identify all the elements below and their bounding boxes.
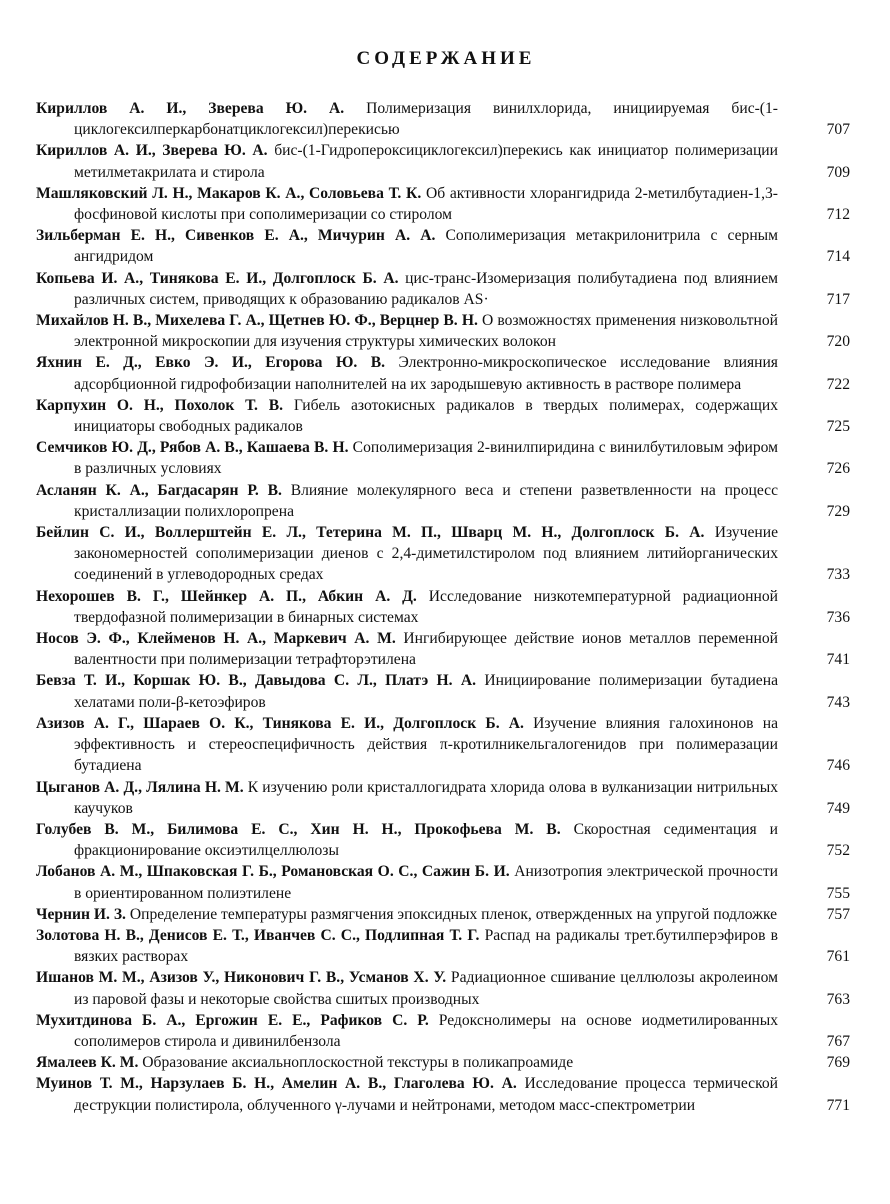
entry-authors: Азизов А. Г., Шараев О. К., Тинякова Е. И., Долгоплоск Б. А. (36, 714, 524, 732)
entry-page-number: 746 (826, 757, 850, 775)
entry-authors: Машляковский Л. Н., Макаров К. А., Соловьева Т. К. (36, 184, 422, 202)
entry-page-number: 720 (826, 333, 850, 351)
entry-title: бис-(1-Гидропероксициклогексил)перекись как инициатор полимеризации метилметакрилата и стирола (74, 142, 778, 181)
contents-entry (36, 437, 856, 479)
entry-authors: Золотова Н. В., Денисов Е. Т., Иванчев С. С., Подлипная Т. Г. (36, 926, 480, 944)
entry-authors: Муинов Т. М., Нарзулаев Б. Н., Амелин А. В., Глаголева Ю. А. (36, 1075, 517, 1093)
entry-authors: Семчиков Ю. Д., Рябов А. В., Кашаева В. Н. (36, 439, 349, 457)
entry-authors: Яхнин Е. Д., Евко Э. И., Егорова Ю. В. (36, 354, 386, 372)
entry-title: К изучению роли кристаллогидрата хлорида олова в вулканизации нитрильных каучуков (74, 778, 778, 817)
contents-entry (36, 904, 856, 925)
entry-authors: Лобанов А. М., Шпаковская Г. Б., Романовская О. С., Сажин Б. И. (36, 863, 510, 881)
contents-entry (36, 352, 856, 394)
entry-page-number: 733 (826, 566, 850, 584)
entry-authors: Зильберман Е. Н., Сивенков Е. А., Мичурин А. А. (36, 227, 436, 245)
entry-title: Исследование процесса термической деструкции полистирола, облученного γ-лучами и нейтронами, методом масс-спектрометрии (74, 1075, 778, 1114)
entry-page-number: 714 (826, 248, 850, 266)
entry-authors: Мухитдинова Б. А., Ергожин Е. Е., Рафиков С. Р. (36, 1011, 429, 1029)
contents-entry (36, 861, 856, 903)
entry-authors: Кириллов А. И., Зверева Ю. А. (36, 142, 268, 160)
contents-entry (36, 1073, 856, 1115)
entry-title: Гибель азотокисных радикалов в твердых полимерах, содержащих инициаторы свободных радикалов (74, 396, 778, 436)
entry-title: Распад на радикалы трет.бутилперэфиров в вязких растворах (74, 926, 778, 966)
entry-authors: Чернин И. З. (36, 905, 126, 923)
entry-page-number: 736 (826, 608, 850, 626)
entry-title: Радиационное сшивание целлюлозы акролеином из паровой фазы и некоторые свойства сшитых производных (74, 969, 778, 1008)
contents-entry (36, 480, 856, 522)
entry-title: Сополимеризация метакрилонитрила с серным ангидридом (74, 227, 779, 266)
entry-title: Определение температуры размягчения эпоксидных пленок, отвержденных на упругой подложке (129, 905, 778, 923)
entry-page-number: 722 (826, 375, 850, 393)
entry-page-number: 712 (826, 206, 850, 224)
entry-page-number: 771 (826, 1096, 850, 1114)
entry-page-number: 741 (826, 651, 850, 669)
entry-authors: Асланян К. А., Багдасарян Р. В. (36, 481, 282, 499)
contents-entry (36, 522, 856, 586)
entry-page-number: 757 (826, 905, 850, 923)
entry-page-number: 767 (826, 1032, 850, 1050)
contents-entry (36, 777, 856, 819)
entry-page-number: 707 (826, 121, 850, 139)
contents-entry (36, 310, 856, 352)
contents-entry (36, 713, 856, 777)
contents-entry (36, 225, 856, 267)
entry-authors: Бейлин С. И., Воллерштейн Е. Л., Тетерина М. П., Шварц М. Н., Долгоплоск Б. А. (36, 524, 705, 542)
contents-entry (36, 925, 856, 967)
entry-authors: Михайлов Н. В., Михелева Г. А., Щетнев Ю. Ф., Верцнер В. Н. (36, 312, 478, 330)
entry-title: Полимеризация винилхлорида, инициируемая бис-(1-циклогексилперкарбонатциклогексил)перекисью (74, 100, 778, 139)
entry-authors: Бевза Т. И., Коршак Ю. В., Давыдова С. Л., Платэ Н. А. (36, 672, 477, 690)
contents-entry (36, 98, 856, 140)
entry-page-number: 729 (826, 502, 850, 520)
contents-entry (36, 140, 856, 182)
entry-authors: Носов Э. Ф., Клейменов Н. А., Маркевич А. М. (36, 630, 396, 648)
contents-entry (36, 183, 856, 225)
entry-title: Ингибирующее действие ионов металлов переменной валентности при полимеризации тетрафторэтилена (74, 630, 778, 669)
entry-title: Об активности хлорангидрида 2-метилбутадиен-1,3-фосфиновой кислоты при сополимеризации со стиролом (74, 184, 778, 224)
entry-page-number: 755 (826, 884, 850, 902)
contents-entry (36, 395, 856, 437)
entry-authors: Ямалеев К. М. (36, 1054, 139, 1072)
entry-title: Редокснолимеры на основе иодметилированных сополимеров стирола и дивинилбензола (74, 1011, 778, 1050)
entry-title: Скоростная седиментация и фракционирование оксиэтилцеллюлозы (74, 820, 778, 860)
contents-list (36, 98, 856, 1116)
contents-entry (36, 670, 856, 712)
entry-title: Образование аксиальноплоскостной текстуры в поликапроамиде (142, 1054, 574, 1072)
entry-page-number: 761 (826, 948, 850, 966)
entry-page-number: 752 (826, 842, 850, 860)
page-title: СОДЕРЖАНИЕ (356, 48, 536, 69)
contents-entry (36, 268, 856, 310)
entry-page-number: 743 (826, 693, 850, 711)
entry-authors: Голубев В. М., Билимова Е. С., Хин Н. Н., Прокофьева М. В. (36, 820, 561, 838)
entry-title: Электронно-микроскопическое исследование влияния адсорбционной гидрофобизации наполнителей на их зародышевую активность в растворе полимера (74, 354, 778, 393)
entry-authors: Нехорошев В. Г., Шейнкер А. П., Абкин А. Д. (36, 587, 417, 605)
entry-authors: Ишанов М. М., Азизов У., Никонович Г. В., Усманов Х. У. (36, 969, 447, 987)
entry-title: Исследование низкотемпературной радиационной твердофазной полимеризации в бинарных системах (74, 587, 779, 626)
entry-title: Изучение влияния галохинонов на эффективность и стереоспецифичность действия π-кротилникельгалогенидов при полимеразации бутадиена (74, 714, 778, 775)
entry-authors: Цыганов А. Д., Лялина Н. М. (36, 778, 244, 796)
entry-authors: Карпухин О. Н., Похолок Т. В. (36, 396, 284, 414)
entry-page-number: 725 (826, 418, 850, 436)
entry-title: Инициирование полимеризации бутадиена хелатами поли-β-кетоэфиров (74, 672, 778, 711)
entry-page-number: 763 (826, 990, 850, 1008)
contents-entry (36, 586, 856, 628)
entry-title: Анизотропия электрической прочности в ориентированном полиэтилене (74, 863, 779, 902)
entry-page-number: 717 (826, 290, 850, 308)
contents-entry (36, 819, 856, 861)
entry-page-number: 769 (826, 1054, 850, 1072)
entry-authors: Кириллов А. И., Зверева Ю. А. (36, 100, 345, 117)
contents-entry (36, 967, 856, 1009)
entry-page-number: 709 (826, 163, 850, 181)
entry-page-number: 726 (826, 460, 850, 478)
entry-title: Изучение закономерностей сополимеризации диенов с 2,4-диметилстиролом под влиянием литийорганических соединений в углеводородных средах (74, 524, 778, 584)
entry-page-number: 749 (826, 799, 850, 817)
entry-title: Влияние молекулярного веса и степени разветвленности на процесс кристаллизации полихлоропрена (74, 481, 778, 520)
entry-title: цис-транс-Изомеризация полибутадиена под влиянием различных систем, приводящих к образованию радикалов AS· (74, 269, 779, 308)
contents-entry (36, 628, 856, 670)
contents-entry (36, 1010, 856, 1052)
entry-title: Сополимеризация 2-винилпиридина с винилбутиловым эфиром в различных условиях (74, 439, 778, 478)
contents-entry (36, 1052, 856, 1073)
entry-authors: Копьева И. А., Тинякова Е. И., Долгоплоск Б. А. (36, 269, 399, 287)
contents-page (36, 48, 856, 1116)
entry-title: О возможностях применения низковольтной электронной микроскопии для изучения структуры химических волокон (74, 312, 778, 351)
